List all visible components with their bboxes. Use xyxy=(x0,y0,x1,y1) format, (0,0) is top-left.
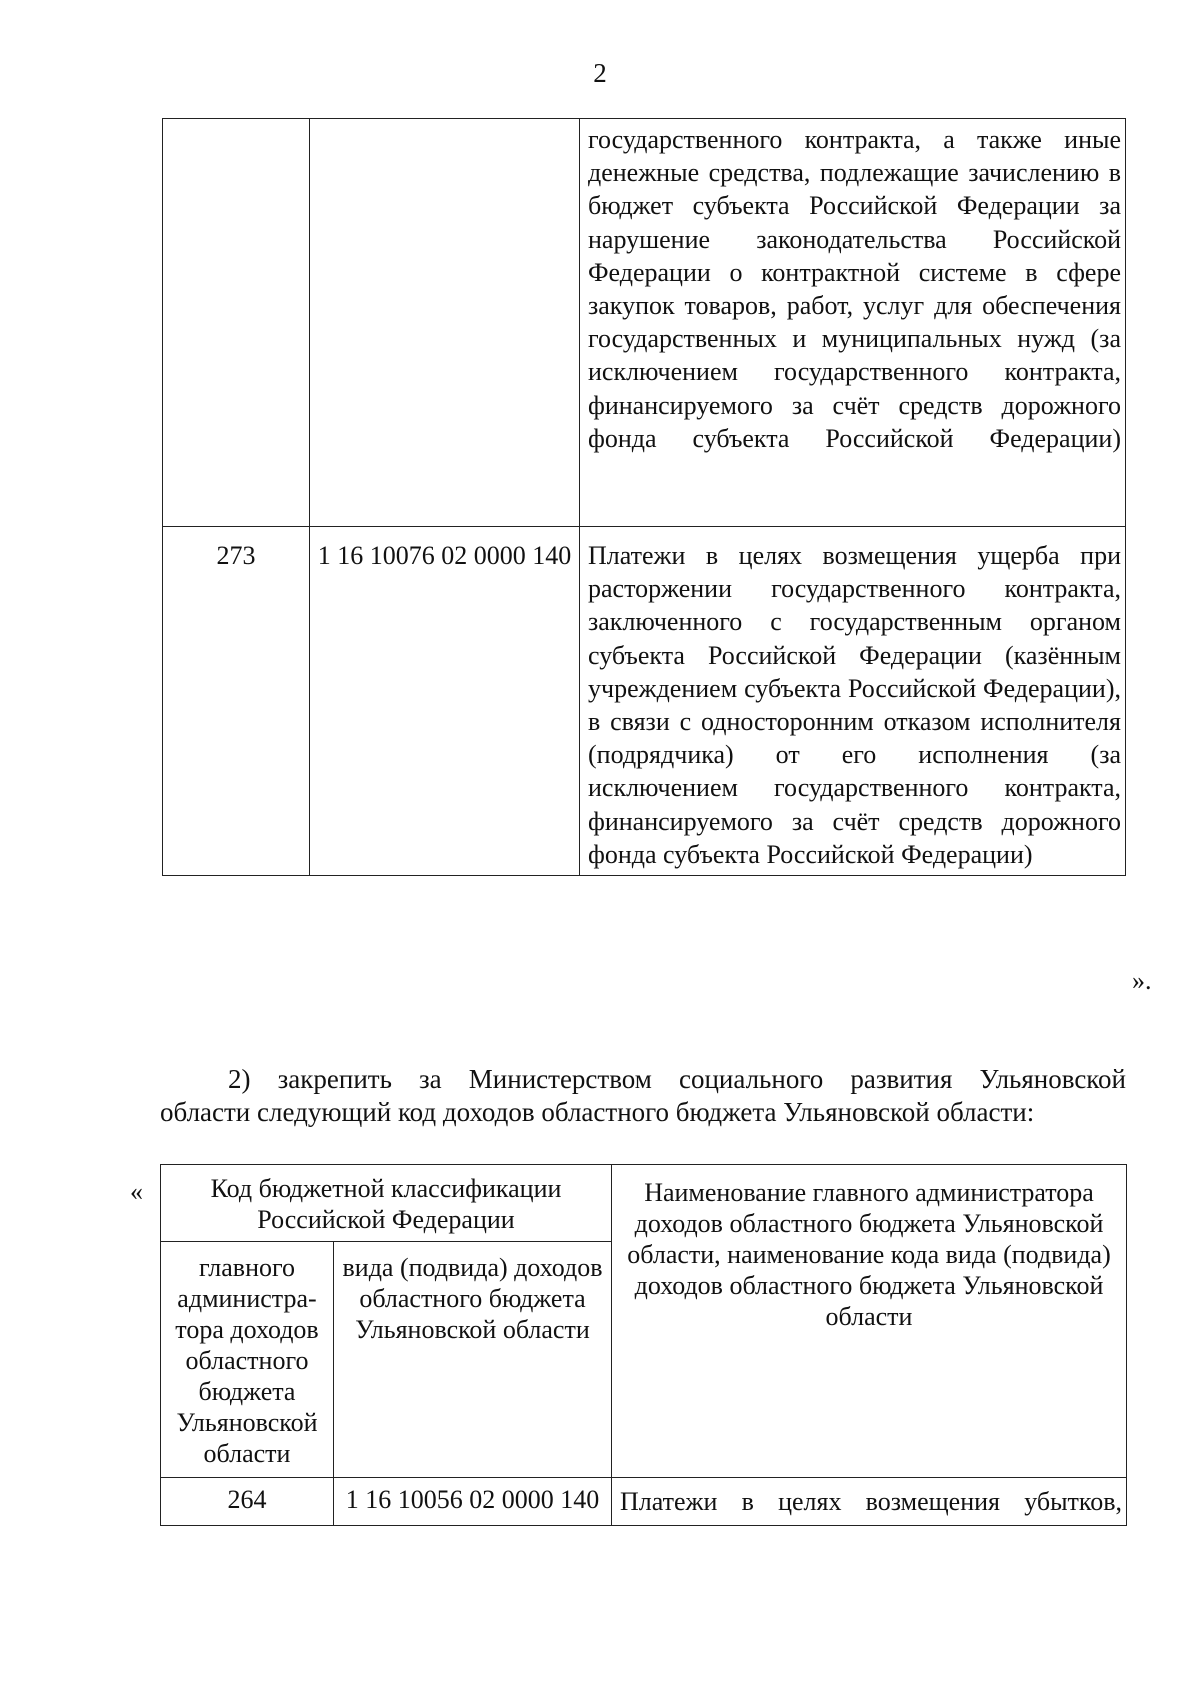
income-code-cell: 1 16 10076 02 0000 140 xyxy=(310,527,580,876)
paragraph-line: 2) закрепить за Министерством социального развития Ульяновской xyxy=(228,1064,1126,1094)
paragraph-line: области следующий код доходов областного бюджета Ульяновской области: xyxy=(160,1097,1035,1127)
header-income-code: вида (подвида) доходов областного бюджета Ульяновской области xyxy=(334,1242,612,1478)
opening-quote: « xyxy=(130,1177,143,1206)
paragraph-item-2 xyxy=(160,1063,1126,1129)
table-row xyxy=(163,119,1126,527)
description-cell: Платежи в целях возмещения ущерба при расторжении государственного контракта, заключенного с государственным органом субъекта Российской Федерации (казённым учреждением субъекта Российской Федерации), в связи с односторонним отказом исполнителя (подрядчика) от его исполнения (за исключением государственного контракта, финансируемого за счёт средств дорожного фонда субъекта Российской Федерации) xyxy=(580,527,1126,876)
table-row xyxy=(161,1478,1127,1526)
admin-code-cell: 264 xyxy=(161,1478,334,1526)
income-code-cell xyxy=(310,119,580,527)
description-cell xyxy=(612,1478,1127,1526)
table-header-row xyxy=(161,1165,1127,1242)
admin-code-cell xyxy=(163,119,310,527)
table-row xyxy=(163,527,1126,876)
header-budget-classification-code: Код бюджетной классификации Российской Федерации xyxy=(161,1165,612,1242)
income-code-assignment-table xyxy=(160,1164,1127,1526)
header-admin-code: главного администра-тора доходов областного бюджета Ульяновской области xyxy=(161,1242,334,1478)
income-code-cell: 1 16 10056 02 0000 140 xyxy=(334,1478,612,1526)
page-number: 2 xyxy=(593,58,607,88)
income-codes-table-continued xyxy=(162,118,1126,876)
admin-code-cell: 273 xyxy=(163,527,310,876)
description-text: Платежи в целях возмещения убытков, xyxy=(620,1487,1123,1516)
header-administrator-name: Наименование главного администратора доходов областного бюджета Ульяновской области, наименование кода вида (подвида) доходов областного бюджета Ульяновской области xyxy=(612,1165,1127,1478)
closing-quote: ». xyxy=(1132,966,1152,995)
description-cell: государственного контракта, а также иные денежные средства, подлежащие зачислению в бюджет субъекта Российской Федерации за нарушение законодательства Российской Федерации о контрактной системе в сфере закупок товаров, работ, услуг для обеспечения государственных и муниципальных нужд (за исключением государственного контракта, финансируемого за счёт средств дорожного фонда субъекта Российской Федерации) xyxy=(580,119,1126,527)
